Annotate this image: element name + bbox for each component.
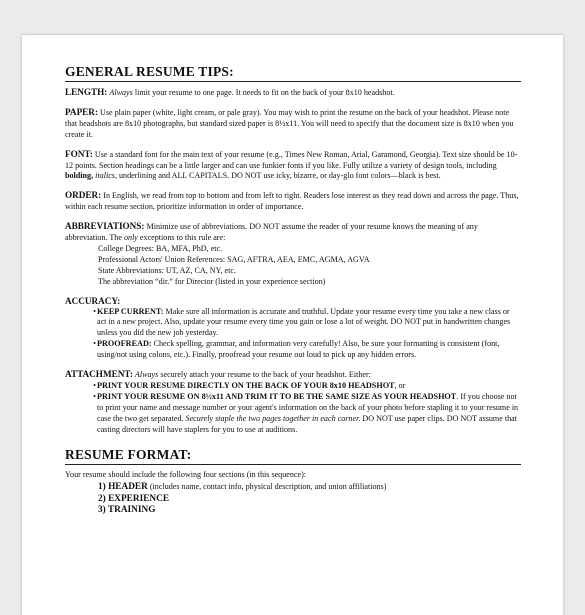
abbreviations-text-1: Minimize use of abbreviations. DO NOT assume the reader of your resume knows the meaning of any abbreviation. The bbox=[65, 222, 478, 243]
accuracy-bullet bbox=[65, 307, 521, 340]
paper-paragraph bbox=[65, 107, 521, 141]
bullet-text bbox=[97, 392, 521, 436]
format-item-note: (includes name, contact info, physical description, and union affiliations) bbox=[147, 482, 387, 492]
bullet-text bbox=[97, 307, 521, 340]
bullet-icon: • bbox=[93, 380, 96, 390]
attachment-heading: ATTACHMENT: bbox=[65, 369, 133, 380]
abbreviation-exception: State Abbreviations: UT, AZ, CA, NY, etc. bbox=[98, 265, 236, 275]
font-italics: italics, bbox=[95, 171, 117, 181]
attachment-bullet bbox=[65, 381, 521, 392]
bullet-icon: • bbox=[93, 391, 96, 401]
attachment-intro bbox=[65, 369, 521, 381]
abbreviations-intro bbox=[65, 221, 521, 244]
font-bolding: bolding, bbox=[65, 171, 94, 181]
abbreviations-text-2: exceptions to this rule are: bbox=[137, 233, 226, 243]
attachment-always: Always bbox=[134, 370, 159, 380]
abbreviation-exception: The abbreviation “dir.” for Director (listed in your experience section) bbox=[98, 276, 326, 286]
attachment-text: securely attach your resume to the back of your headshot. Either: bbox=[158, 370, 371, 380]
font-paragraph bbox=[65, 149, 521, 183]
bullet-icon: • bbox=[93, 306, 96, 316]
format-item bbox=[98, 494, 521, 506]
abbreviation-exception: Professional Actors' Union References: SAG, AFTRA, AEA, EMC, AGMA, AGVA bbox=[98, 254, 370, 264]
length-text: limit your resume to one page. It needs to fit on the back of your 8x10 headshot. bbox=[132, 88, 395, 97]
accuracy-heading: ACCURACY: bbox=[65, 295, 121, 306]
accuracy-bullet bbox=[65, 339, 521, 361]
abbreviations-only: only bbox=[123, 233, 138, 243]
bullet-text bbox=[97, 339, 521, 361]
abbreviation-exception: College Degrees: BA, MFA, PhD, etc. bbox=[98, 243, 223, 253]
keep-current-text: Make sure all information is accurate and truthful. Update your resume every time you take a new class or act in a new project. Also, update your resume every time you gain or lose a lot of weight. DO NOT put in handwritten changes unless you did the new job yesterday. bbox=[97, 306, 511, 338]
proofread-text: Check spelling, grammar, and information very carefully! Also, be sure your formatting is consistent (font, using/not using colons, etc.). Finally, proofread your resume out loud to pick up any hidden errors. bbox=[97, 339, 500, 360]
bullet-text bbox=[97, 381, 521, 392]
accuracy-paragraph bbox=[65, 296, 521, 361]
length-paragraph bbox=[65, 87, 521, 99]
font-heading: FONT: bbox=[65, 148, 93, 159]
attachment-bullet bbox=[65, 392, 521, 436]
keep-current-lead: KEEP CURRENT: bbox=[97, 306, 164, 316]
proofread-lead: PROOFREAD: bbox=[97, 339, 152, 349]
format-intro: Your resume should include the following four sections (in this sequence): bbox=[65, 470, 307, 480]
length-always: Always bbox=[109, 88, 133, 97]
print-trim-lead: PRINT YOUR RESUME ON 8½x11 AND TRIM IT TO BE THE SAME SIZE AS YOUR HEADSHOT bbox=[97, 391, 457, 401]
attachment-paragraph bbox=[65, 369, 521, 435]
print-direct-text: , or bbox=[394, 380, 406, 390]
document-content bbox=[65, 64, 521, 525]
format-item bbox=[98, 481, 521, 494]
print-direct-lead: PRINT YOUR RESUME DIRECTLY ON THE BACK OF YOUR 8x10 HEADSHOT bbox=[97, 380, 395, 390]
format-paragraph bbox=[65, 470, 521, 516]
abbreviations-heading: ABBREVIATIONS: bbox=[65, 221, 145, 232]
format-item bbox=[98, 505, 521, 517]
paper-text: Use plain paper (white, light cream, or pale gray). You may wish to print the resume on the back of your headshot. Please note that headshots are 8x10 photographs, but standard sized paper is 8½x11. You will need to specify that the document size is 8x10 when you create it. bbox=[65, 107, 514, 139]
order-paragraph bbox=[65, 190, 521, 213]
format-sections-list bbox=[65, 481, 521, 517]
abbreviations-paragraph bbox=[65, 221, 521, 287]
print-trim-italic: Securely staple the two pages together in each corner. bbox=[185, 413, 361, 423]
document-page bbox=[22, 35, 563, 615]
format-item-header: 1) HEADER bbox=[98, 482, 148, 493]
font-text-2: underlining and ALL CAPITALS. DO NOT use icky, bizarre, or day-glo font colors—black is best. bbox=[116, 171, 441, 181]
font-text-1: Use a standard font for the main text of your resume (e.g., Times New Roman, Arial, Garamond, Georgia). Text size should be 10-12 points. Section headings can be a little larger and can use funkier fonts if you like. Fully utilize a variety of design tools, including bbox=[65, 149, 518, 170]
section-title-resume-format: RESUME FORMAT: bbox=[65, 447, 521, 465]
bullet-icon: • bbox=[93, 339, 96, 349]
format-item-training: 3) TRAINING bbox=[98, 505, 156, 516]
section-title-general-tips: GENERAL RESUME TIPS: bbox=[65, 64, 521, 82]
order-text: In English, we read from top to bottom and from left to right. Readers lose interest as they read down and across the page. Thus, within each resume section, prioritize information in order of importance. bbox=[65, 191, 519, 212]
print-trim-text-2: DO NOT use paper clips. DO NOT assume that casting directors will have staplers for you to use at auditions. bbox=[97, 413, 517, 434]
length-heading: LENGTH: bbox=[65, 87, 108, 97]
print-trim-text-1: . If you choose not to print your name and message number or your agent's information on the back of your photo before stapling it to your resume in case the two get separated. bbox=[97, 391, 519, 423]
order-heading: ORDER: bbox=[65, 190, 102, 201]
format-item-experience: 2) EXPERIENCE bbox=[98, 493, 170, 504]
paper-heading: PAPER: bbox=[65, 106, 98, 117]
